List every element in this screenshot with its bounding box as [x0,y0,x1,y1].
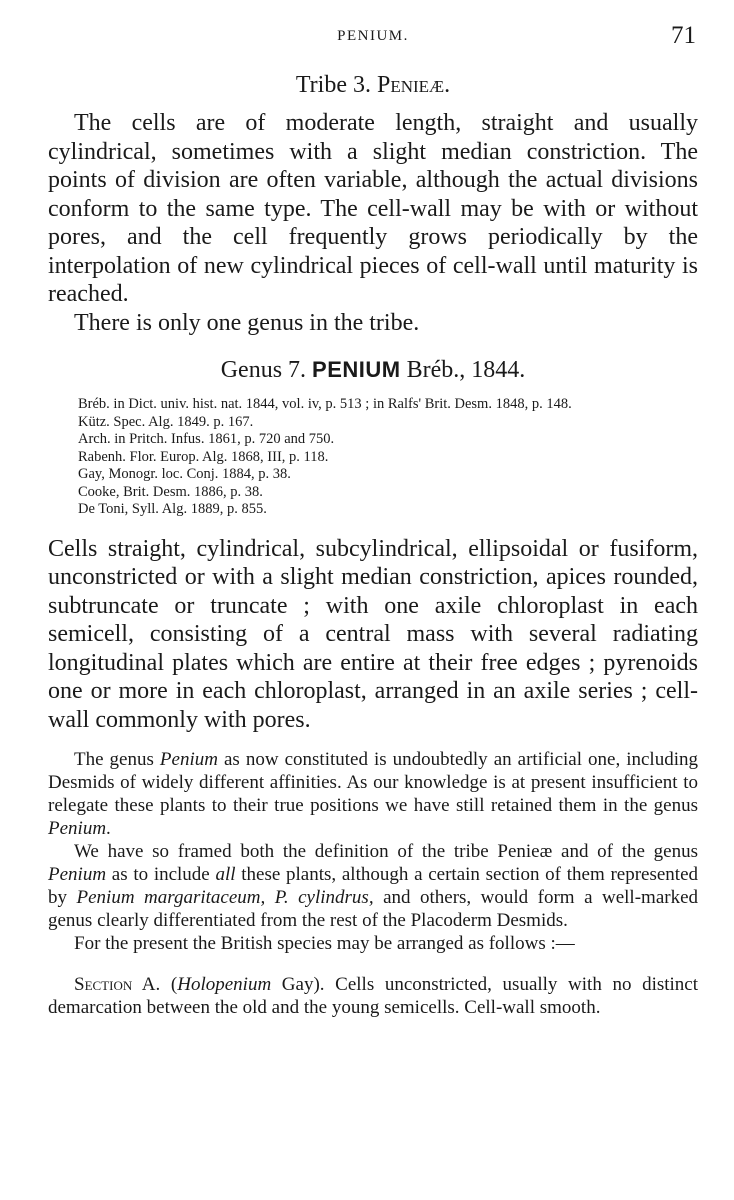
genus-name-italic: Penium [159,749,218,770]
text-run: ( [160,974,178,995]
reference-item: Gay, Monogr. loc. Conj. 1884, p. 38. [78,466,291,482]
discussion-paragraph-1 [48,748,698,840]
emphasis-italic: all [215,864,236,885]
reference-item: Arch. in Pritch. Infus. 1861, p. 720 and 750. [78,431,335,447]
section-author: Gay). [271,974,325,995]
discussion-paragraph-3: For the present the British species may be arranged as follows :— [74,933,575,954]
text-run: and others, would form a well-marked genus clearly differentiated from the rest of the Placoderm Desmids. [48,887,699,931]
running-header [48,22,698,62]
text-run: as now constituted is undoubtedly an artificial one, including Desmids of widely different affinities. As our knowledge is at present insufficient to relegate these plants to their true positions we have still retained them in the genus [48,749,698,816]
section-a-paragraph [48,973,698,1019]
genus-heading-prefix: Genus 7. [220,357,313,383]
text-run: as to include [106,864,216,885]
genus-name-italic: Penium [48,818,107,839]
page-number: 71 [671,22,696,49]
book-page [48,22,698,1019]
genus-authority: Bréb., 1844. [400,357,526,383]
section-text: Cells unconstricted, usually with no distinct demarcation between the old and the young semicells. Cell-wall smooth. [48,974,699,1018]
text-run: We have so framed both the definition of the tribe Penieæ and of the genus [74,841,698,862]
section-name-italic: Holopenium [177,974,272,995]
reference-item: Rabenh. Flor. Europ. Alg. 1868, III, p. 118. [78,448,329,465]
genus-description: Cells straight, cylindrical, subcylindrical, ellipsoidal or fusiform, unconstricted or with a slight median constriction, apices rounded, subtruncate or truncate ; with one axile chloroplast in each semicell, consisting of a central mass with several radiating longitudinal plates which are entire at their free edges ; pyrenoids one or more in each chloroplast, arranged in an axile series ; cell-wall commonly with pores. [48,535,698,733]
genus-name: PENIUM [312,357,401,382]
discussion-paragraph-2 [48,840,698,932]
reference-list [78,396,698,519]
reference-item: Bréb. in Dict. univ. hist. nat. 1844, vol. iv, p. 513 ; in Ralfs' Brit. Desm. 1848, p. 148. [78,396,572,412]
section-label: Section A. [74,974,161,995]
species-names-italic: Penium margaritaceum, P. cylindrus, [76,887,374,908]
genus-heading [48,357,698,384]
text-run: The genus [74,749,160,770]
text-run: . [106,818,111,839]
reference-item: Cooke, Brit. Desm. 1886, p. 38. [78,483,263,500]
tribe-heading-prefix: Tribe 3. [295,72,377,98]
text-run: these plants, although a certain section of them represented by [48,864,698,908]
tribe-heading [48,72,698,99]
tribe-description: The cells are of moderate length, straight and usually cylindrical, sometimes with a slight median constriction. The points of division are often variable, although the actual divisions conform to the same type. The cell-wall may be with or without pores, and the cell frequently grows periodically by the interpolation of new cylindrical pieces of cell-wall until maturity is reached. [48,110,698,307]
genus-name-italic: Penium [48,864,107,885]
reference-item: De Toni, Syll. Alg. 1889, p. 855. [78,501,267,517]
running-title: PENIUM. [337,28,409,44]
tribe-genus-note: There is only one genus in the tribe. [74,309,420,336]
tribe-heading-name: Penieæ. [376,72,451,98]
reference-item: Kütz. Spec. Alg. 1849. p. 167. [78,413,254,430]
